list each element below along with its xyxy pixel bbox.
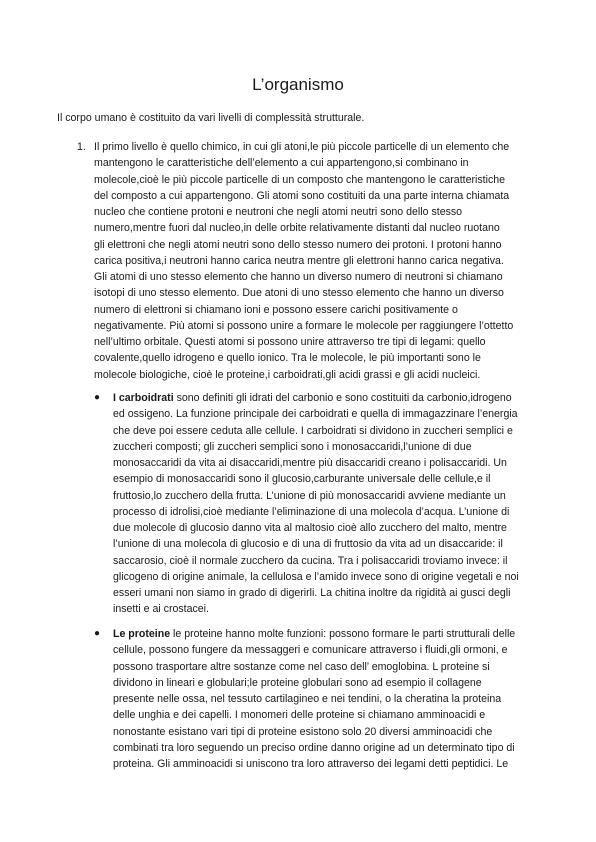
text-line: ed ossigeno. La funzione principale dei carboidrati e quella di immagazzinare l’energia [113, 408, 518, 421]
text-line: che deve poi essere ceduta alle cellule. I carboidrati si dividono in zuccheri semplici e [113, 424, 513, 437]
text-line [113, 626, 543, 642]
text-fragment: sono definiti gli idrati del carbonio e sono costituiti da carbonio,idrogeno [173, 392, 512, 404]
list-number: 1. [77, 141, 86, 153]
bullet-icon: ● [94, 392, 101, 403]
text-line: Il primo livello è quello chimico, in cui gli atoni,le più piccole particelle di un elemento che [94, 141, 510, 153]
text-line: presente nelle ossa, nel tessuto cartilagineo e nei tendini, o la cheratina la proteina [113, 693, 502, 705]
proteine-text [113, 626, 543, 772]
text-line: nell’ultimo orbitale. Questi atomi si possono unire attraverso tre tipi di legami: quello [94, 336, 486, 348]
text-line: combinati tra loro seguendo un preciso ordine danno origine ad un determinato tipo di [113, 741, 515, 754]
text-line: insetti e ai crostacei. [113, 603, 209, 616]
text-line: del composto a cui appartengono. Gli atomi sono costituiti da una parte interna chiamata [94, 189, 510, 202]
text-line: due molecole di glucosio danno vita al maltosio cioè allo zucchero del malto, mentre [113, 522, 507, 534]
text-line: l’unione di una molecola di glucosio e di una di fruttosio da vita ad un disaccaride: il [113, 538, 503, 551]
intro-paragraph: Il corpo umano è costituito da vari livelli di complessità strutturale. [57, 112, 365, 124]
text-line: gli elettroni che negli atomi neutri sono dello stesso numero dei protoni. I protoni hanno [94, 238, 502, 251]
text-line: isotopi di uno stesso elemento. Due atoni di uno stesso elemento che hanno un diverso [94, 287, 504, 300]
text-line: esseri umani non siamo in grado di digerirli. La chitina inoltre da rigidità ai gusci degli [113, 587, 511, 599]
text-line [113, 390, 543, 406]
text-line: nucleo che contiene protoni e neutroni che negli atomi neutri sono dello stesso [94, 206, 463, 218]
text-line: carica positiva,i neutroni hanno carica neutra mentre gli elettroni hanno carica negativa. [94, 254, 504, 267]
text-line: esempio di monosaccaridi sono il glucosio,carburante universale delle cellule,e il [113, 473, 491, 486]
item1-text [94, 139, 554, 383]
text-line: mantengono le caratteristiche dell’elemento a cui appartengono,si combinano in [94, 157, 469, 170]
text-line: processo di idrolisi,cioè mediante l’eliminazione di una molecola d’acqua. L’unione di [113, 505, 510, 518]
carboidrati-text [113, 390, 543, 618]
text-line: zuccheri composti; gli zuccheri semplici sono i monosaccaridi,l’unione di due [113, 440, 472, 453]
text-line: negativamente. Più atomi si possono unire a formare le molecole per raggiungere l’ottetto [94, 319, 514, 332]
text-line: fruttosio,lo zucchero della frutta. L’unione di più monosaccaridi avviene mediante un [113, 489, 506, 502]
text-line: numero di elettroni si chiamano ioni e possono essere carichi positivamente o [94, 303, 458, 316]
text-line: Gli atomi di uno stesso elemento che hanno un diverso numero di neutroni si chiamano [94, 271, 503, 283]
text-line: delle unghia e dei capelli. I monomeri delle proteine si chiamano amminoacidi e [113, 709, 486, 722]
text-fragment: le proteine hanno molte funzioni: possono formare le parti strutturali delle [170, 628, 516, 640]
text-line: cellule, possono fungere da messaggeri e comunicare attraverso i fluidi,gli ormoni, e [113, 644, 508, 657]
text-line: covalente,quello idrogeno e quello ionico. Tra le molecole, le più importanti sono le [94, 352, 481, 365]
proteine-heading: Le proteine [113, 628, 171, 640]
text-line: numero,mentre fuori dal nucleo,in delle orbite relativamente distanti dal nucleo ruotano [94, 222, 500, 235]
text-line: saccarosio, cioè il normale zucchero da cucina. Tra i polisaccaridi troviamo invece: il [113, 554, 508, 567]
text-line: monosaccaridi da vita ai disaccaridi,mentre più disaccaridi creano i polisaccaridi. Un [113, 457, 507, 469]
page-title: L’organismo [252, 75, 344, 94]
text-line: glicogeno di origine animale, la cellulosa e l’amido invece sono di origine vegetali e noi [113, 570, 519, 583]
text-line: possono trasportare altre sostanze come nel caso dell’ emoglobina. L proteine si [113, 660, 490, 673]
text-line: molecole biologiche, cioè le proteine,i carboidrati,gli acidi grassi e gli acidi nucleici. [94, 368, 481, 381]
text-line: molecole,cioè le più piccole particelle di un composto che mantengono le caratteristiche [94, 173, 506, 186]
carboidrati-heading: I carboidrati [113, 392, 174, 404]
text-line: dividono in lineari e globulari;le proteine globulari sono ad esempio il collagene [113, 676, 482, 689]
text-line: proteina. Gli amminoacidi si uniscono tra loro attraverso dei legami detti peptidici. Le [113, 758, 509, 770]
text-line: nonostante esistano vari tipi di proteine esistono solo 20 diversi amminoacidi che [113, 725, 493, 738]
bullet-icon: ● [94, 628, 101, 639]
